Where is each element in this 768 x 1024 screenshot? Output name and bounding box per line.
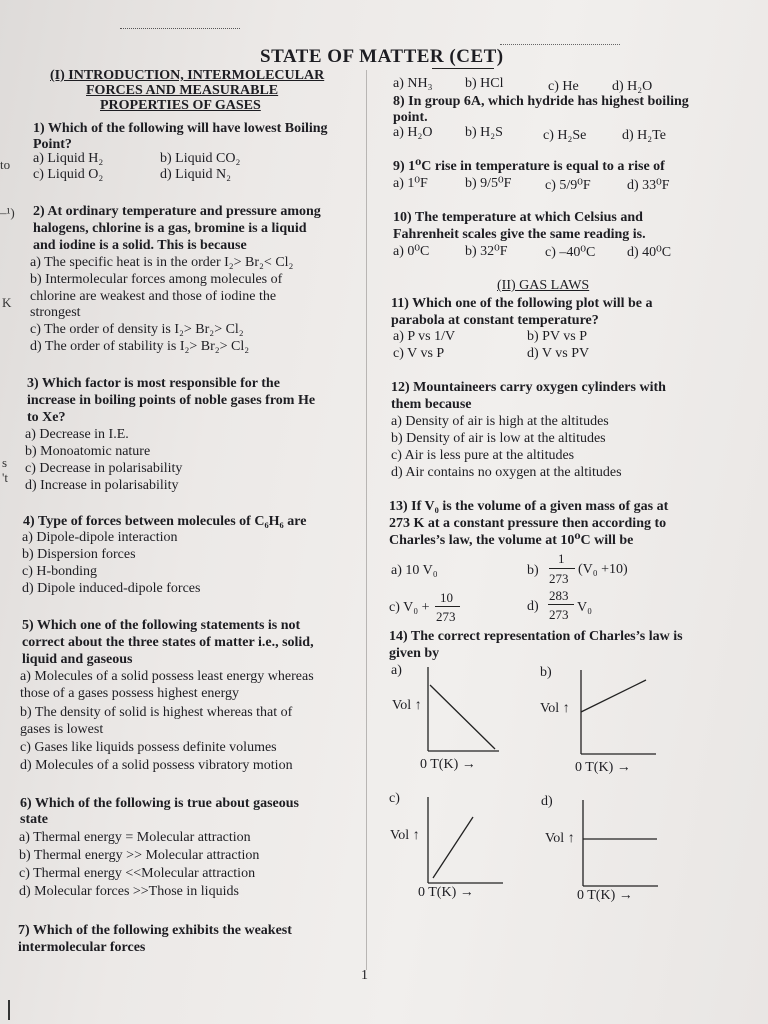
q2-option-c: c) The order of density is I₂> Br₂> Cl₂ (30, 322, 244, 337)
graph-a-xlabel: 0 T(K) → (420, 757, 476, 772)
q13-option-d-numerator: 283 (549, 588, 569, 603)
q13-option-d-tail: V₀ (577, 600, 592, 615)
margin-mark-1: to (0, 157, 11, 172)
question-7-cont: intermolecular forces (18, 940, 146, 955)
q12-option-c: c) Air is less pure at the altitudes (391, 448, 575, 463)
q13-option-b-tail: (V₀ +10) (578, 562, 628, 577)
q5-option-a-line1: a) Molecules of a solid possess least energy whereas (20, 669, 314, 684)
q7-option-c: c) He (548, 79, 579, 94)
question-3-cont1: increase in boiling points of noble gases from He (27, 393, 316, 408)
q6-option-b: b) Thermal energy >> Molecular attraction (19, 848, 260, 863)
question-3: 3) Which factor is most responsible for the (27, 376, 280, 391)
q10-option-a: a) 0⁰C (393, 244, 430, 259)
top-scribble-right (500, 44, 620, 47)
q13-option-c-denominator: 273 (436, 609, 456, 624)
graph-a-ylabel: Vol ↑ (392, 698, 422, 713)
graph-a (425, 665, 500, 753)
q10-option-c: c) –40⁰C (545, 245, 596, 260)
question-13: 13) If V₀ is the volume of a given mass of gas at (389, 499, 669, 514)
q3-option-c: c) Decrease in polarisability (25, 461, 183, 476)
graph-c-xlabel: 0 T(K) → (418, 885, 474, 900)
q9-option-a: a) 1⁰F (393, 176, 428, 191)
q13-option-d-fraction-bar (548, 604, 574, 605)
q4-option-c: c) H-bonding (22, 564, 98, 579)
question-5: 5) Which one of the following statements is not (22, 618, 301, 633)
graph-a-curve (430, 685, 495, 749)
q12-option-b: b) Density of air is low at the altitudes (391, 431, 606, 446)
q6-option-c: c) Thermal energy <<Molecular attraction (19, 866, 256, 881)
graph-d-ylabel: Vol ↑ (545, 831, 575, 846)
section-1-heading-line2: FORCES AND MEASURABLE (86, 83, 279, 98)
question-10: 10) The temperature at which Celsius and (393, 210, 643, 225)
question-8-cont: point. (393, 110, 428, 125)
q1-option-d: d) Liquid N₂ (160, 167, 231, 182)
question-2: 2) At ordinary temperature and pressure among (33, 204, 321, 219)
question-10-cont: Fahrenheit scales give the same reading is. (393, 227, 646, 242)
q5-option-b-line1: b) The density of solid is highest whereas that of (20, 705, 293, 720)
question-4: 4) Type of forces between molecules of C₆H₆ are (23, 514, 307, 529)
q4-option-d: d) Dipole induced-dipole forces (22, 581, 201, 596)
question-9: 9) 1⁰C rise in temperature is equal to a rise of (393, 159, 665, 174)
q11-option-c: c) V vs P (393, 346, 445, 361)
q13-option-d-label: d) (527, 599, 539, 614)
question-14-cont: given by (389, 646, 440, 661)
q8-option-b: b) H₂S (465, 125, 503, 140)
graph-b-curve (581, 680, 646, 712)
q3-option-d: d) Increase in polarisability (25, 478, 179, 493)
margin-mark-4: s (2, 455, 8, 470)
question-8: 8) In group 6A, which hydride has highest boiling (393, 94, 689, 109)
q14-option-b-label: b) (540, 665, 552, 680)
question-11-cont: parabola at constant temperature? (391, 313, 599, 328)
top-scribble (120, 28, 240, 31)
bottom-left-mark (8, 1000, 10, 1020)
q13-option-a: a) 10 V₀ (391, 563, 438, 578)
page-title: STATE OF MATTER (CET) (260, 46, 504, 67)
q13-option-c-fraction-bar (435, 606, 460, 607)
q5-option-a-line2: those of a gases possess highest energy (20, 686, 240, 701)
q2-option-b-line3: strongest (30, 305, 81, 320)
question-12-cont: them because (391, 397, 472, 412)
graph-c-curve (433, 817, 473, 878)
q12-option-a: a) Density of air is high at the altitudes (391, 414, 609, 429)
q11-option-a: a) P vs 1/V (393, 329, 456, 344)
column-divider (366, 70, 367, 970)
q5-option-b-line2: gases is lowest (20, 722, 104, 737)
question-5-cont1: correct about the three states of matter i.e., solid, (22, 635, 314, 650)
q14-option-a-label: a) (391, 663, 402, 678)
q2-option-d: d) The order of stability is I₂> Br₂> Cl₂ (30, 339, 250, 354)
q12-option-d: d) Air contains no oxygen at the altitudes (391, 465, 622, 480)
q2-option-b-line1: b) Intermolecular forces among molecules of (30, 272, 283, 287)
question-2-cont1: halogens, chlorine is a gas, bromine is a liquid (33, 221, 307, 236)
q1-option-b: b) Liquid CO₂ (160, 151, 241, 166)
question-2-cont2: and iodine is a solid. This is because (33, 238, 247, 253)
q13-option-c-label: c) V₀ + (389, 600, 430, 615)
q9-option-c: c) 5/9⁰F (545, 178, 591, 193)
question-11: 11) Which one of the following plot will be a (391, 296, 653, 311)
graph-d-xlabel: 0 T(K) → (577, 888, 633, 903)
q9-option-d: d) 33⁰F (627, 178, 670, 193)
q13-option-b-label: b) (527, 563, 539, 578)
margin-mark-3: K (2, 295, 12, 310)
graph-c-ylabel: Vol ↑ (390, 828, 420, 843)
q1-option-a: a) Liquid H₂ (33, 151, 104, 166)
q14-option-c-label: c) (389, 791, 400, 806)
q13-option-b-denominator: 273 (549, 571, 569, 586)
q5-option-c: c) Gases like liquids possess definite volumes (20, 740, 277, 755)
graph-c (425, 795, 505, 885)
q7-option-a: a) NH₃ (393, 76, 433, 91)
q3-option-a: a) Decrease in I.E. (25, 427, 129, 442)
q1-option-c: c) Liquid O₂ (33, 167, 104, 182)
graph-d (580, 798, 660, 888)
q10-option-d: d) 40⁰C (627, 245, 672, 260)
q6-option-a: a) Thermal energy = Molecular attraction (19, 830, 251, 845)
graph-b-ylabel: Vol ↑ (540, 701, 570, 716)
q4-option-b: b) Dispersion forces (22, 547, 136, 562)
margin-mark-5: 't (2, 470, 8, 485)
q14-option-d-label: d) (541, 794, 553, 809)
q9-option-b: b) 9/5⁰F (465, 176, 512, 191)
q10-option-b: b) 32⁰F (465, 244, 508, 259)
question-13-cont1: 273 K at a constant pressure then according to (389, 516, 667, 531)
q5-option-d: d) Molecules of a solid possess vibratory motion (20, 758, 293, 773)
question-1: 1) Which of the following will have lowest Boiling (33, 121, 328, 136)
q13-option-d-denominator: 273 (549, 607, 569, 622)
q7-option-b: b) HCl (465, 76, 504, 91)
q6-option-d: d) Molecular forces >>Those in liquids (19, 884, 239, 899)
question-6-cont: state (20, 812, 48, 827)
section-2-heading: (II) GAS LAWS (497, 278, 590, 293)
question-14: 14) The correct representation of Charles’s law is (389, 629, 683, 644)
section-1-heading-line1: (I) INTRODUCTION, INTERMOLECULAR (50, 68, 325, 83)
q8-option-d: d) H₂Te (622, 128, 666, 143)
graph-b-xlabel: 0 T(K) → (575, 760, 631, 775)
question-3-cont2: to Xe? (27, 410, 66, 425)
question-7: 7) Which of the following exhibits the weakest (18, 923, 292, 938)
q4-option-a: a) Dipole-dipole interaction (22, 530, 178, 545)
q7-option-d: d) H₂O (612, 79, 653, 94)
q2-option-a: a) The specific heat is in the order I₂> Br₂< Cl₂ (30, 255, 294, 270)
page-number: 1 (361, 968, 368, 983)
q2-option-b-line2: chlorine are weakest and those of iodine the (30, 289, 277, 304)
q13-option-b-fraction-bar (549, 568, 575, 569)
question-12: 12) Mountaineers carry oxygen cylinders with (391, 380, 666, 395)
q13-option-c-numerator: 10 (440, 590, 453, 605)
q11-option-d: d) V vs PV (527, 346, 590, 361)
q8-option-a: a) H₂O (393, 125, 433, 140)
q13-option-b-numerator: 1 (558, 551, 565, 566)
margin-mark-2: –¹) (0, 205, 15, 220)
section-1-heading-line3: PROPERTIES OF GASES (100, 98, 261, 113)
question-5-cont2: liquid and gaseous (22, 652, 133, 667)
q8-option-c: c) H₂Se (543, 128, 587, 143)
question-13-cont2: Charles’s law, the volume at 10⁰C will be (389, 533, 634, 548)
title-underline (432, 68, 494, 69)
question-6: 6) Which of the following is true about gaseous (20, 796, 299, 811)
q11-option-b: b) PV vs P (527, 329, 588, 344)
q3-option-b: b) Monoatomic nature (25, 444, 151, 459)
graph-b (578, 668, 658, 756)
question-1-cont: Point? (33, 137, 72, 152)
